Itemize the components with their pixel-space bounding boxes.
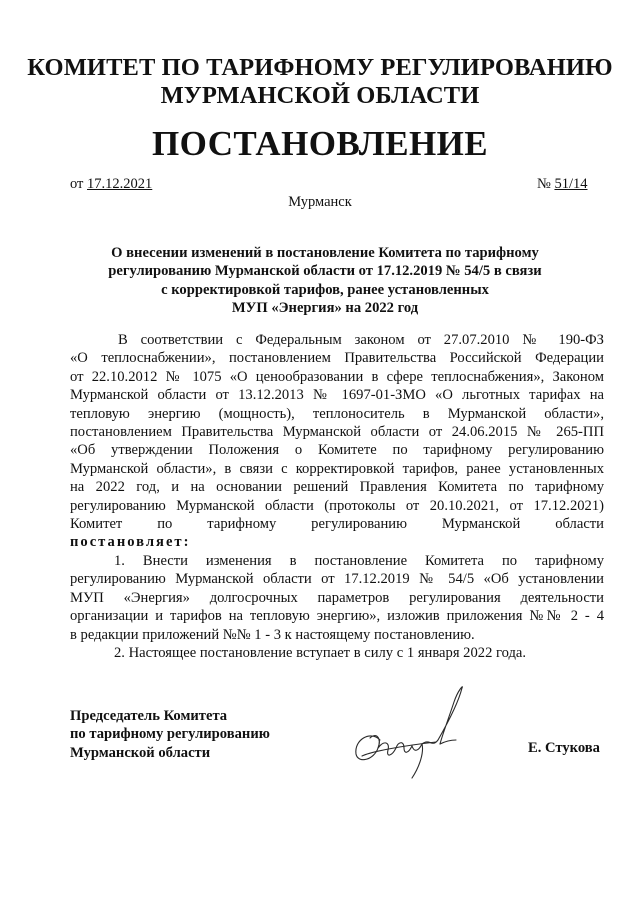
body-line: Мурманской области от 13.12.2013 № 1697-01-ЗМО «О льготных тарифах на bbox=[70, 387, 604, 404]
document-body bbox=[70, 331, 604, 662]
signatory-position bbox=[70, 707, 270, 762]
position-line: по тарифному регулированию bbox=[70, 726, 270, 743]
body-line: постановлением Правительства Мурманской области от 24.06.2015 № 265-ПП bbox=[70, 424, 604, 441]
item-1-line: организации и тарифов на тепловую энергию», изложив приложения №№ 2 - 4 bbox=[70, 608, 604, 625]
subject-line: регулированию Мурманской области от 17.12.2019 № 54/5 в связи bbox=[108, 263, 542, 280]
item-1-line: 1. Внести изменения в постановление Комитета по тарифному bbox=[114, 552, 604, 569]
handwritten-signature-icon bbox=[340, 682, 480, 782]
number-value: 51/14 bbox=[554, 176, 588, 192]
subject-line: МУП «Энергия» на 2022 год bbox=[231, 300, 419, 317]
document-date bbox=[70, 176, 152, 193]
city-label: Мурманск bbox=[288, 194, 352, 210]
date-value: 17.12.2021 bbox=[87, 176, 153, 192]
item-2: 2. Настоящее постановление вступает в силу с 1 января 2022 года. bbox=[114, 644, 527, 661]
document-number bbox=[537, 176, 588, 193]
date-prefix: от bbox=[70, 176, 84, 192]
body-line: «Об утверждении Положения о Комитете по тарифному регулированию bbox=[70, 442, 604, 459]
position-line: Мурманской области bbox=[70, 744, 211, 761]
body-line: на 2022 год, и на основании решений Правления Комитета по тарифному bbox=[70, 479, 604, 496]
body-line: «О теплоснабжении», постановлением Правительства Российской Федерации bbox=[70, 350, 604, 367]
body-line: тепловую энергию (мощность), теплоноситель в Мурманской области», bbox=[70, 405, 604, 422]
org-title-line2: МУРМАНСКОЙ ОБЛАСТИ bbox=[160, 82, 480, 109]
document-type-title: ПОСТАНОВЛЕНИЕ bbox=[152, 124, 488, 163]
number-prefix: № bbox=[537, 176, 551, 192]
body-line: регулированию Мурманской области (протоколы от 20.10.2021, от 17.12.2021) bbox=[70, 497, 604, 514]
item-1-line: регулированию Мурманской области от 17.12.2019 № 54/5 «Об установлении bbox=[70, 571, 604, 588]
body-line: Комитет по тарифному регулированию Мурманской области bbox=[70, 516, 604, 533]
resolves-word: постановляет: bbox=[70, 534, 191, 551]
position-line: Председатель Комитета bbox=[70, 708, 228, 724]
document-subject bbox=[90, 244, 560, 318]
body-line: Мурманской области», в связи с корректировкой тарифов, ранее установленных bbox=[70, 460, 604, 477]
org-title-line1: КОМИТЕТ ПО ТАРИФНОМУ РЕГУЛИРОВАНИЮ bbox=[27, 54, 613, 81]
item-1-line: в редакции приложений №№ 1 - 3 к настоящему постановлению. bbox=[70, 626, 475, 643]
subject-line: О внесении изменений в постановление Комитета по тарифному bbox=[111, 245, 539, 261]
subject-line: с корректировкой тарифов, ранее установленных bbox=[161, 281, 489, 298]
signatory-name: Е. Стукова bbox=[528, 740, 600, 756]
body-line: В соответствии с Федеральным законом от 27.07.2010 № 190-ФЗ bbox=[118, 332, 604, 348]
item-1-line: МУП «Энергия» долгосрочных параметров регулирования деятельности bbox=[70, 589, 604, 606]
body-line: от 22.10.2012 № 1075 «О ценообразовании в сфере теплоснабжения», Законом bbox=[70, 368, 604, 385]
